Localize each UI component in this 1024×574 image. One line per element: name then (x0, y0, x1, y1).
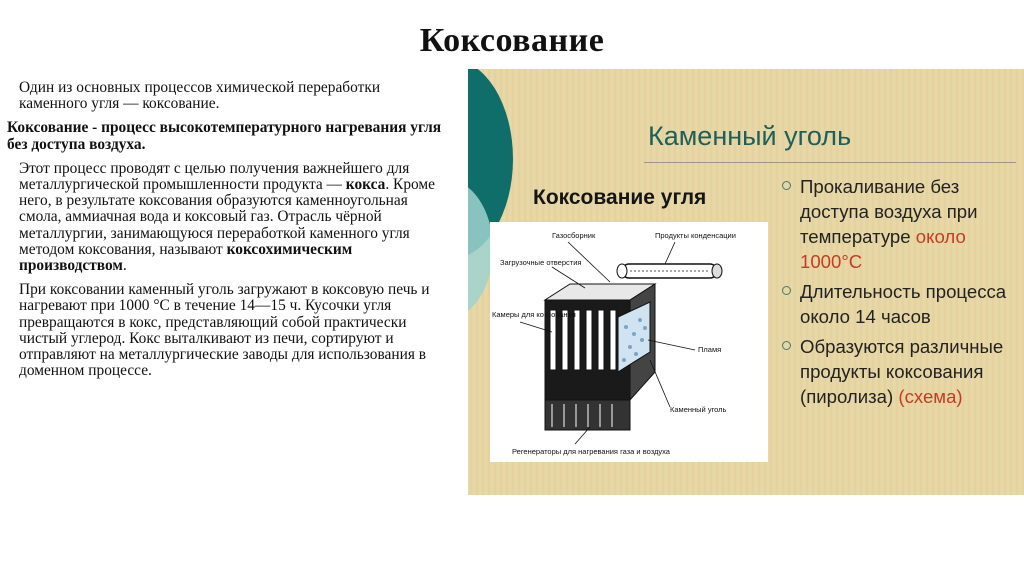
coke-chem-term: коксохимическим производством (19, 240, 353, 275)
koks-term: кокса (345, 176, 386, 194)
bullet-highlight: (схема) (898, 386, 963, 407)
slide-panel (468, 69, 1024, 495)
label-flame: Пламя (698, 345, 722, 354)
left-text-column (7, 80, 449, 387)
bullet-text: Длительность процесса около 14 часов (800, 281, 1007, 327)
paragraph-process: При коксовании каменный уголь загружают в коксовую печь и нагревают при 1000 °С в течение 14—15 ч. Кусочки угля превращаются в кокс, представляющий собой практически чистый углерод. Кокс выталкивают из печи, сортируют и отправляют на металлургические заводы для использования в доменном процессе. (19, 281, 430, 380)
bullet-circle-icon (782, 286, 791, 295)
page-title: Коксование (419, 22, 605, 59)
bullet-products (778, 334, 1018, 409)
purpose-text-a: Этот процесс проводят с целью получения важнейшего для металлургической промышленности продукта — (19, 159, 410, 194)
bullet-circle-icon (782, 181, 791, 190)
panel-title: Каменный уголь (648, 121, 852, 151)
pipe-end-left (617, 264, 627, 278)
coke-oven-svg (490, 222, 768, 462)
bullet-highlight: около 1000°С (800, 226, 966, 272)
bullet-list (778, 174, 1018, 414)
label-regenerators: Регенераторы для нагревания газа и воздуха (512, 447, 670, 456)
pipe-end-right (712, 264, 722, 278)
bullet-temperature (778, 174, 1018, 274)
label-chambers: Камеры для коксования (492, 310, 576, 319)
bullet-text: Прокаливание без доступа воздуха при температуре (800, 176, 978, 247)
bullet-circle-icon (782, 341, 791, 350)
paragraph-purpose (7, 161, 449, 274)
purpose-text-b: . Кроме него, в результате коксования образуются каменноугольная смола, аммиачная вода и коксовый газ. Отрасль чёрной металлургии, занимающуюся переработкой каменного угля методом коксования, называют (19, 176, 435, 258)
purpose-end: . (122, 257, 127, 275)
bullet-text: Образуются различные продукты коксования (пиролиза) (800, 336, 1004, 407)
coke-oven-diagram (490, 222, 768, 462)
paragraph-intro: Один из основных процессов химической переработки каменного угля — коксование. (19, 79, 381, 113)
label-gas-collector: Газосборник (552, 231, 596, 240)
paragraph-definition: Коксование - процесс высокотемпературного нагревания угля без доступа воздуха. (7, 119, 442, 153)
label-coal: Каменный уголь (670, 405, 727, 414)
panel-divider (644, 162, 1016, 163)
bullet-duration (778, 279, 1018, 329)
label-condensation: Продукты конденсации (655, 231, 736, 240)
label-loading: Загрузочные отверстия (500, 258, 582, 267)
panel-subtitle: Коксование угля (533, 186, 707, 209)
